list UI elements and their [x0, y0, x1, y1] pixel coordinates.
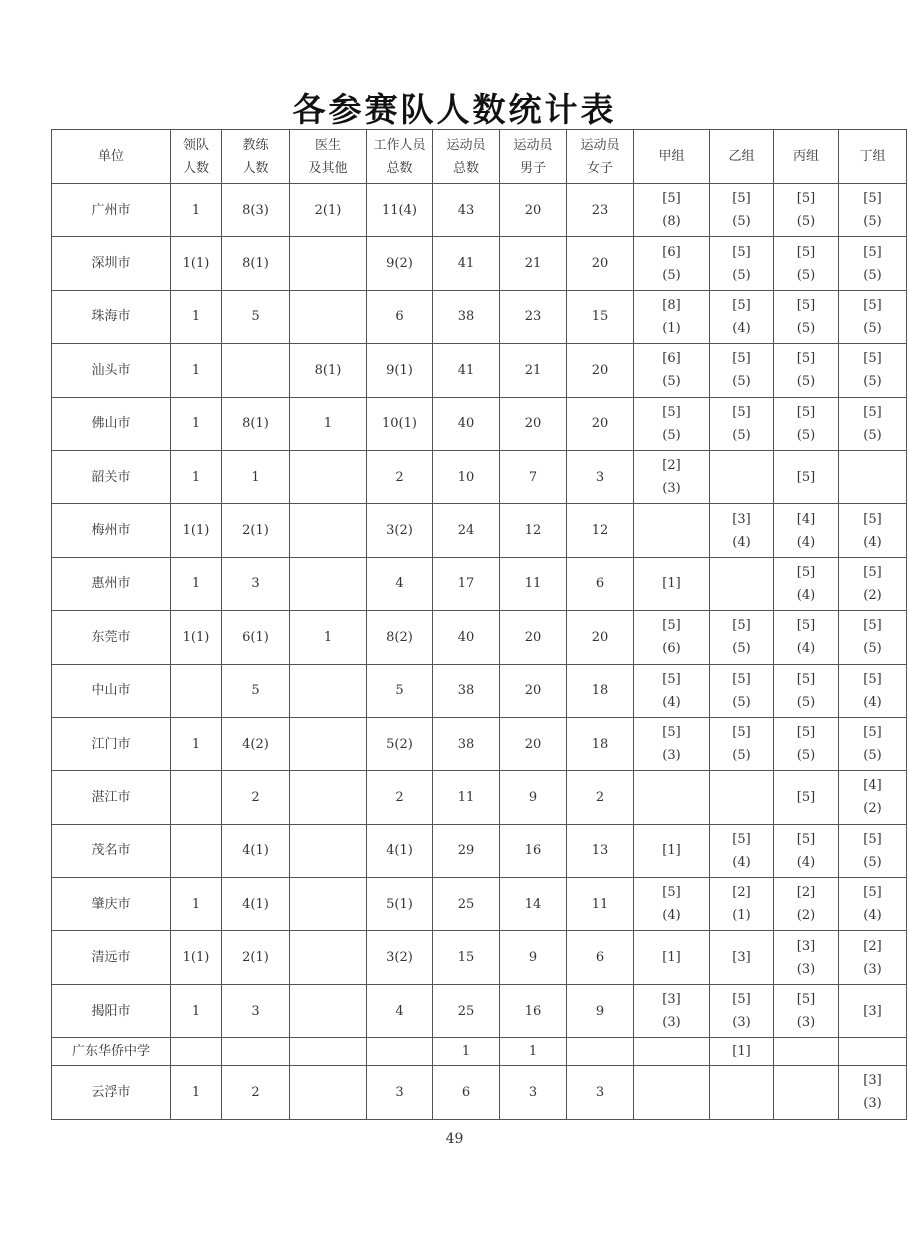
table-cell: 20: [500, 717, 567, 770]
unit-name-cell: 江门市: [52, 717, 171, 770]
table-row: [52, 397, 907, 450]
table-cell: [290, 931, 367, 984]
table-cell: [5] (5): [710, 237, 774, 290]
table-cell: [3] (3): [634, 984, 710, 1037]
table-cell: [5] (5): [710, 397, 774, 450]
table-cell: [171, 1038, 222, 1066]
table-cell: 13: [567, 824, 634, 877]
table-cell: [1]: [634, 824, 710, 877]
table-cell: 20: [500, 611, 567, 664]
table-cell: 2(1): [222, 931, 290, 984]
table-header-row: [52, 130, 907, 184]
table-cell: [5] (4): [839, 878, 907, 931]
table-cell: 12: [567, 504, 634, 557]
unit-name-cell: 深圳市: [52, 237, 171, 290]
table-cell: 3: [567, 1066, 634, 1119]
table-body: [52, 184, 907, 1120]
table-cell: [4] (2): [839, 771, 907, 824]
table-cell: [710, 771, 774, 824]
table-cell: [290, 557, 367, 610]
column-header: 运动员 总数: [433, 130, 500, 184]
table-cell: 9: [500, 771, 567, 824]
table-cell: [6] (5): [634, 344, 710, 397]
table-cell: [5] (2): [839, 557, 907, 610]
table-cell: 3: [567, 450, 634, 503]
table-cell: 20: [567, 237, 634, 290]
table-cell: 20: [567, 397, 634, 450]
table-cell: 23: [567, 184, 634, 237]
table-cell: [5] (5): [839, 397, 907, 450]
table-cell: 9(2): [367, 237, 433, 290]
table-cell: 6(1): [222, 611, 290, 664]
table-cell: 16: [500, 824, 567, 877]
table-cell: 9: [500, 931, 567, 984]
table-cell: [839, 450, 907, 503]
table-cell: [5] (5): [839, 290, 907, 343]
table-cell: [290, 717, 367, 770]
table-cell: [290, 878, 367, 931]
table-cell: 4(1): [222, 878, 290, 931]
table-cell: 8(3): [222, 184, 290, 237]
table-cell: [5] (4): [839, 504, 907, 557]
unit-name-cell: 茂名市: [52, 824, 171, 877]
page-title: 各参赛队人数统计表: [292, 90, 617, 129]
table-cell: [3]: [710, 931, 774, 984]
table-cell: 11(4): [367, 184, 433, 237]
table-cell: 8(1): [222, 397, 290, 450]
table-cell: [634, 1038, 710, 1066]
table-cell: 41: [433, 344, 500, 397]
table-cell: 5: [222, 664, 290, 717]
table-cell: [290, 1066, 367, 1119]
unit-name-cell: 韶关市: [52, 450, 171, 503]
table-cell: [290, 771, 367, 824]
table-cell: 1: [171, 290, 222, 343]
table-cell: [5] (4): [839, 664, 907, 717]
table-cell: 2: [222, 1066, 290, 1119]
table-cell: 8(1): [290, 344, 367, 397]
table-cell: 3(2): [367, 931, 433, 984]
table-row: [52, 1038, 907, 1066]
table-cell: 10(1): [367, 397, 433, 450]
table-row: [52, 450, 907, 503]
table-cell: [4] (4): [774, 504, 839, 557]
table-row: [52, 557, 907, 610]
table-cell: [5] (5): [839, 184, 907, 237]
table-cell: [290, 237, 367, 290]
table-cell: [5] (4): [634, 878, 710, 931]
table-cell: 20: [567, 344, 634, 397]
table-cell: [1]: [710, 1038, 774, 1066]
table-cell: 8(2): [367, 611, 433, 664]
table-cell: 25: [433, 984, 500, 1037]
table-cell: [2] (3): [839, 931, 907, 984]
table-cell: 3: [222, 984, 290, 1037]
table-cell: 1: [433, 1038, 500, 1066]
unit-name-cell: 广州市: [52, 184, 171, 237]
page-number: 49: [445, 1131, 464, 1147]
table-cell: [5] (5): [839, 344, 907, 397]
table-cell: 15: [433, 931, 500, 984]
table-cell: [774, 1038, 839, 1066]
table-row: [52, 717, 907, 770]
table-cell: 2(1): [222, 504, 290, 557]
table-row: [52, 344, 907, 397]
table-cell: 10: [433, 450, 500, 503]
table-row: [52, 611, 907, 664]
table-cell: 5(1): [367, 878, 433, 931]
table-cell: 11: [433, 771, 500, 824]
table-cell: 29: [433, 824, 500, 877]
table-cell: 6: [567, 931, 634, 984]
table-cell: [290, 1038, 367, 1066]
table-row: [52, 878, 907, 931]
table-cell: 12: [500, 504, 567, 557]
table-cell: 16: [500, 984, 567, 1037]
column-header: 教练 人数: [222, 130, 290, 184]
table-cell: 20: [500, 184, 567, 237]
table-cell: [171, 771, 222, 824]
table-cell: 1: [171, 878, 222, 931]
table-cell: 1: [171, 450, 222, 503]
column-header: 工作人员 总数: [367, 130, 433, 184]
table-cell: [171, 824, 222, 877]
table-cell: [1]: [634, 931, 710, 984]
table-cell: [290, 984, 367, 1037]
table-cell: [5] (4): [774, 557, 839, 610]
table-cell: 1: [171, 557, 222, 610]
table-cell: 20: [567, 611, 634, 664]
table-cell: 1: [171, 717, 222, 770]
table-cell: 41: [433, 237, 500, 290]
table-cell: [5] (5): [710, 344, 774, 397]
column-header: 甲组: [634, 130, 710, 184]
table-cell: 3(2): [367, 504, 433, 557]
table-cell: [710, 450, 774, 503]
table-cell: 1: [290, 611, 367, 664]
table-cell: [290, 504, 367, 557]
table-cell: 4(2): [222, 717, 290, 770]
table-cell: [5] (5): [774, 184, 839, 237]
table-cell: [710, 557, 774, 610]
table-cell: 11: [500, 557, 567, 610]
table-cell: 15: [567, 290, 634, 343]
table-cell: 6: [433, 1066, 500, 1119]
table-cell: 1(1): [171, 931, 222, 984]
column-header: 领队 人数: [171, 130, 222, 184]
table-cell: 6: [567, 557, 634, 610]
table-row: [52, 184, 907, 237]
table-cell: [3] (3): [839, 1066, 907, 1119]
column-header: 丙组: [774, 130, 839, 184]
table-cell: 20: [500, 397, 567, 450]
table-cell: [5] (4): [774, 611, 839, 664]
table-cell: 1(1): [171, 504, 222, 557]
table-cell: [6] (5): [634, 237, 710, 290]
table-cell: 9: [567, 984, 634, 1037]
table-cell: [5] (3): [634, 717, 710, 770]
table-cell: [2] (3): [634, 450, 710, 503]
column-header: 单位: [52, 130, 171, 184]
table-cell: 2: [222, 771, 290, 824]
table-row: [52, 984, 907, 1037]
table-cell: [171, 664, 222, 717]
table-row: [52, 771, 907, 824]
table-cell: [5] (5): [774, 717, 839, 770]
table-cell: [5] (5): [710, 664, 774, 717]
table-cell: 11: [567, 878, 634, 931]
table-cell: 7: [500, 450, 567, 503]
table-cell: [5]: [774, 450, 839, 503]
table-cell: [5] (5): [839, 611, 907, 664]
table-cell: [634, 504, 710, 557]
table-cell: [5] (3): [710, 984, 774, 1037]
table-cell: [367, 1038, 433, 1066]
table-cell: 6: [367, 290, 433, 343]
table-cell: [5] (5): [839, 237, 907, 290]
table-cell: 1: [500, 1038, 567, 1066]
table-cell: [5] (5): [710, 717, 774, 770]
table-cell: [290, 450, 367, 503]
table-cell: 4(1): [222, 824, 290, 877]
table-cell: 17: [433, 557, 500, 610]
table-cell: 24: [433, 504, 500, 557]
table-cell: 1: [222, 450, 290, 503]
table-cell: [5] (8): [634, 184, 710, 237]
table-cell: [3]: [839, 984, 907, 1037]
table-cell: [710, 1066, 774, 1119]
table-cell: 1: [171, 984, 222, 1037]
table-cell: [5] (5): [710, 184, 774, 237]
team-stats-table: [51, 129, 907, 1120]
table-cell: [5] (4): [634, 664, 710, 717]
table-row: [52, 504, 907, 557]
table-cell: [5] (4): [710, 290, 774, 343]
table-cell: [290, 664, 367, 717]
table-cell: 20: [500, 664, 567, 717]
table-cell: [634, 1066, 710, 1119]
table-cell: 2: [567, 771, 634, 824]
table-cell: 18: [567, 717, 634, 770]
unit-name-cell: 肇庆市: [52, 878, 171, 931]
table-cell: [3] (4): [710, 504, 774, 557]
unit-name-cell: 清远市: [52, 931, 171, 984]
table-cell: 9(1): [367, 344, 433, 397]
table-cell: [5] (5): [839, 824, 907, 877]
table-cell: [774, 1066, 839, 1119]
column-header: 医生 及其他: [290, 130, 367, 184]
table-cell: 38: [433, 290, 500, 343]
table-cell: [5] (4): [710, 824, 774, 877]
table-cell: 4: [367, 984, 433, 1037]
column-header: 乙组: [710, 130, 774, 184]
table-cell: 2: [367, 771, 433, 824]
table-cell: 8(1): [222, 237, 290, 290]
table-cell: [634, 771, 710, 824]
unit-name-cell: 云浮市: [52, 1066, 171, 1119]
table-cell: [5] (4): [774, 824, 839, 877]
column-header: 运动员 女子: [567, 130, 634, 184]
table-cell: [3] (3): [774, 931, 839, 984]
unit-name-cell: 梅州市: [52, 504, 171, 557]
table-cell: [839, 1038, 907, 1066]
table-cell: 1: [171, 344, 222, 397]
column-header: 丁组: [839, 130, 907, 184]
unit-name-cell: 惠州市: [52, 557, 171, 610]
unit-name-cell: 佛山市: [52, 397, 171, 450]
table-row: [52, 664, 907, 717]
column-header: 运动员 男子: [500, 130, 567, 184]
table-cell: 3: [500, 1066, 567, 1119]
table-cell: 38: [433, 717, 500, 770]
table-cell: [222, 344, 290, 397]
table-cell: [5] (6): [634, 611, 710, 664]
unit-name-cell: 中山市: [52, 664, 171, 717]
table-cell: [5] (5): [710, 611, 774, 664]
unit-name-cell: 东莞市: [52, 611, 171, 664]
table-cell: 2: [367, 450, 433, 503]
table-row: [52, 931, 907, 984]
table-cell: 5: [367, 664, 433, 717]
table-cell: 25: [433, 878, 500, 931]
table-cell: 40: [433, 611, 500, 664]
table-cell: 23: [500, 290, 567, 343]
table-row: [52, 237, 907, 290]
table-cell: 18: [567, 664, 634, 717]
table-cell: 43: [433, 184, 500, 237]
table-cell: [567, 1038, 634, 1066]
unit-name-cell: 揭阳市: [52, 984, 171, 1037]
table-cell: 1(1): [171, 611, 222, 664]
table-cell: 1: [290, 397, 367, 450]
table-cell: 2(1): [290, 184, 367, 237]
table-cell: 21: [500, 344, 567, 397]
table-cell: [5]: [774, 771, 839, 824]
table-cell: [5] (5): [774, 290, 839, 343]
table-cell: 40: [433, 397, 500, 450]
table-cell: 3: [222, 557, 290, 610]
table-cell: 4: [367, 557, 433, 610]
table-cell: 14: [500, 878, 567, 931]
table-cell: 4(1): [367, 824, 433, 877]
table-cell: 5: [222, 290, 290, 343]
table-cell: [5] (5): [774, 344, 839, 397]
table-cell: 1: [171, 1066, 222, 1119]
table-cell: [5] (5): [634, 397, 710, 450]
table-cell: [290, 290, 367, 343]
table-cell: [5] (5): [774, 397, 839, 450]
table-row: [52, 1066, 907, 1119]
table-cell: [5] (5): [774, 664, 839, 717]
table-cell: [2] (1): [710, 878, 774, 931]
unit-name-cell: 湛江市: [52, 771, 171, 824]
unit-name-cell: 汕头市: [52, 344, 171, 397]
table-cell: [1]: [634, 557, 710, 610]
table-cell: 5(2): [367, 717, 433, 770]
table-cell: 3: [367, 1066, 433, 1119]
table-row: [52, 290, 907, 343]
table-cell: 21: [500, 237, 567, 290]
table-cell: [5] (5): [774, 237, 839, 290]
table-cell: [5] (5): [839, 717, 907, 770]
table-cell: [2] (2): [774, 878, 839, 931]
table-cell: [8] (1): [634, 290, 710, 343]
table-cell: 1: [171, 397, 222, 450]
table-row: [52, 824, 907, 877]
unit-name-cell: 广东华侨中学: [52, 1038, 171, 1066]
table-cell: [5] (3): [774, 984, 839, 1037]
table-cell: [222, 1038, 290, 1066]
table-cell: 38: [433, 664, 500, 717]
unit-name-cell: 珠海市: [52, 290, 171, 343]
table-cell: 1: [171, 184, 222, 237]
table-cell: [290, 824, 367, 877]
table-cell: 1(1): [171, 237, 222, 290]
